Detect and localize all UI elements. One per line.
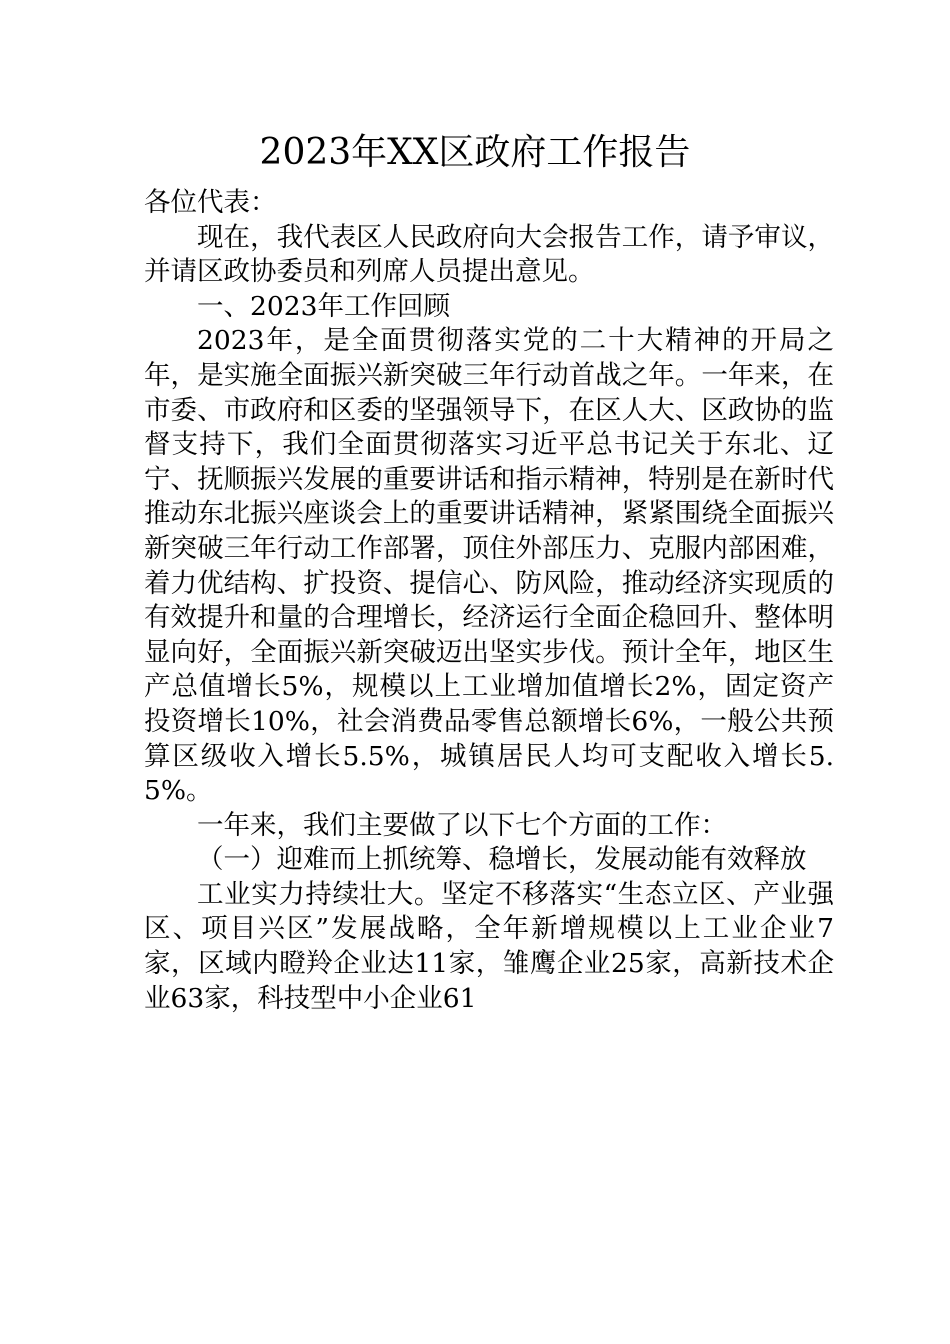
intro-paragraph: 现在，我代表区人民政府向大会报告工作，请予审议，并请区政协委员和列席人员提出意见。 <box>144 221 834 288</box>
work-summary-paragraph: 一年来，我们主要做了以下七个方面的工作： <box>197 809 727 841</box>
section-heading: 一、2023年工作回顾 <box>197 290 450 322</box>
salutation: 各位代表： <box>144 187 277 218</box>
industry-paragraph: 工业实力持续壮大。坚定不移落实“生态立区、产业强区、项目兴区”发展战略，全年新增规模以上工业企业7家，区域内瞪羚企业达11家，雏鹰企业25家，高新技术企业63家，科技型中小企业61 <box>144 878 834 1014</box>
document-title: 2023年XX区政府工作报告 <box>259 132 691 173</box>
review-paragraph: 2023年，是全面贯彻落实党的二十大精神的开局之年，是实施全面振兴新突破三年行动首战之年。一年来，在市委、市政府和区委的坚强领导下，在区人大、区政协的监督支持下，我们全面贯彻落实习近平总书记关于东北、辽宁、抚顺振兴发展的重要讲话和指示精神，特别是在新时代推动东北振兴座谈会上的重要讲话精神，紧紧围绕全面振兴新突破三年行动工作部署，顶住外部压力、克服内部困难，着力优结构、扩投资、提信心、防风险，推动经济实现质的有效提升和量的合理增长，经济运行全面企稳回升、整体明显向好，全面振兴新突破迈出坚实步伐。预计全年，地区生产总值增长5%，规模以上工业增加值增长2%，固定资产投资增长10%，社会消费品零售总额增长6%，一般公共预算区级收入增长5.5%，城镇居民人均可支配收入增长5.5%。 <box>144 325 834 807</box>
document-body <box>144 186 834 1016</box>
subsection-heading: （一）迎难而上抓统筹、稳增长，发展动能有效释放 <box>197 844 807 876</box>
